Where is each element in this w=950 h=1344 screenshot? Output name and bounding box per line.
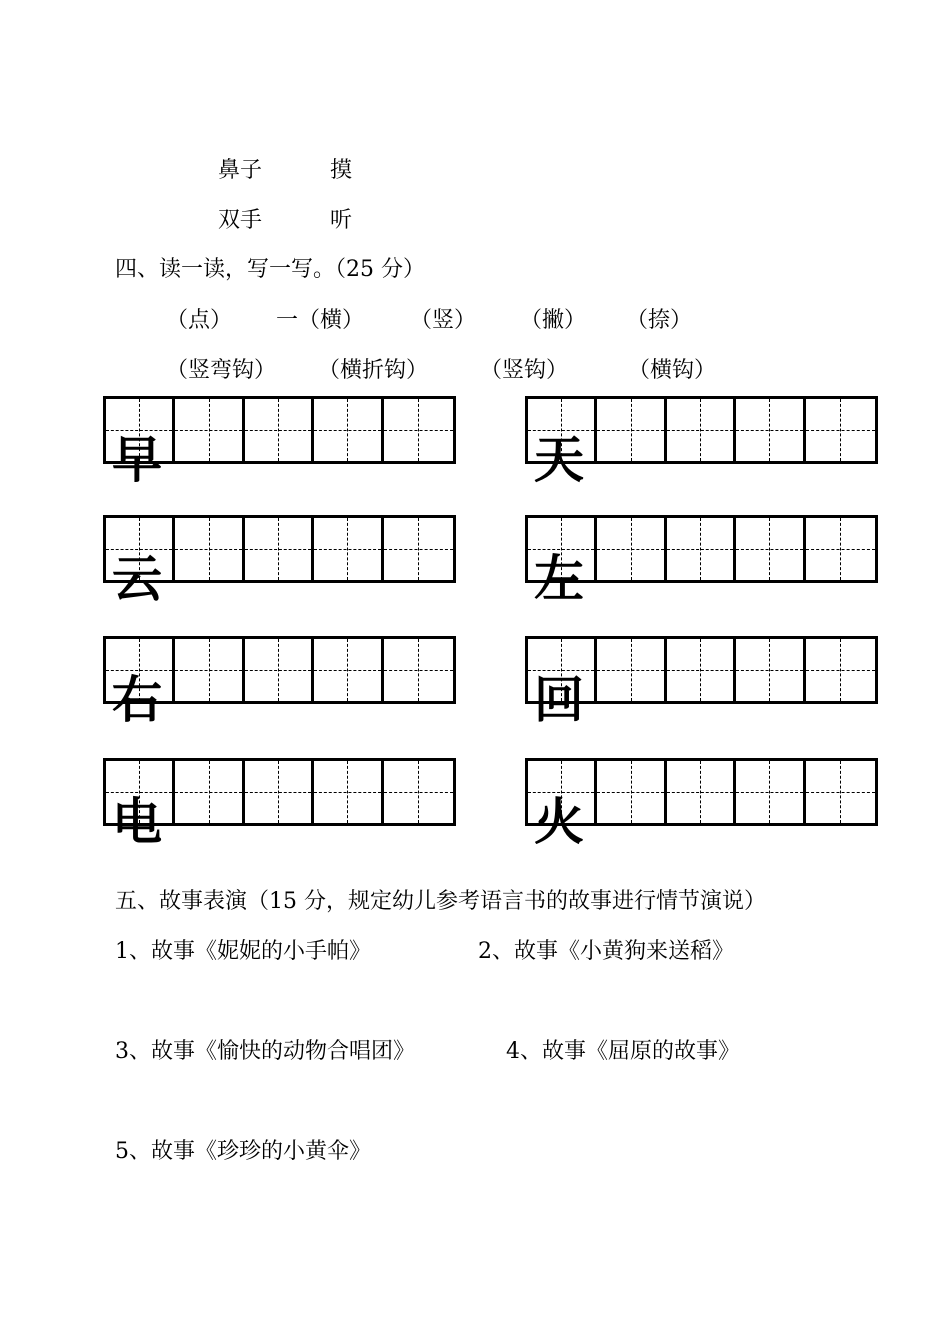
section5-heading: 五、故事表演（15 分，规定幼儿参考语言书的故事进行情节演说） xyxy=(115,889,766,914)
story-item-2: 2、故事《小黄狗来送稻》 xyxy=(478,939,734,964)
writing-row-4 xyxy=(103,636,456,729)
sample-character: 火 xyxy=(534,793,584,851)
grid-cell[interactable] xyxy=(806,639,875,701)
stroke-horizontal-turn-hook: （横折钩） xyxy=(318,358,429,383)
grid-cell[interactable] xyxy=(175,518,244,580)
grid-cell-sample xyxy=(106,639,175,729)
writing-row-5 xyxy=(525,636,878,729)
word-listen: 听 xyxy=(330,208,353,233)
grid-cell[interactable] xyxy=(806,518,875,580)
grid-cell[interactable] xyxy=(245,761,314,823)
grid-cell[interactable] xyxy=(667,639,736,701)
grid-cell[interactable] xyxy=(736,761,805,823)
grid-cell[interactable] xyxy=(314,399,383,461)
stroke-horizontal-hook: （横钩） xyxy=(628,358,717,383)
story-item-1: 1、故事《妮妮的小手帕》 xyxy=(115,939,371,964)
grid-cell[interactable] xyxy=(175,761,244,823)
grid-cell[interactable] xyxy=(597,761,666,823)
grid-cell[interactable] xyxy=(384,399,453,461)
sample-character: 天 xyxy=(534,431,584,489)
sample-character: 云 xyxy=(112,550,162,608)
grid-cell-sample xyxy=(106,399,175,489)
story-item-5: 5、故事《珍珍的小黄伞》 xyxy=(115,1139,371,1164)
grid-cell[interactable] xyxy=(667,518,736,580)
grid-cell[interactable] xyxy=(245,399,314,461)
section4-heading: 四、读一读，写一写。（25 分） xyxy=(115,257,425,282)
stroke-horizontal: 一（横） xyxy=(276,308,365,333)
sample-character: 电 xyxy=(112,793,162,851)
stroke-left-falling: （撇） xyxy=(520,308,587,333)
writing-row-7 xyxy=(525,758,878,851)
grid-cell[interactable] xyxy=(314,639,383,701)
grid-cell[interactable] xyxy=(245,518,314,580)
grid-cell[interactable] xyxy=(175,639,244,701)
grid-cell[interactable] xyxy=(806,399,875,461)
sample-character: 早 xyxy=(112,431,162,489)
grid-cell-sample xyxy=(528,639,597,729)
grid-cell-sample xyxy=(106,518,175,608)
stroke-vertical: （竖） xyxy=(410,308,477,333)
story-item-4: 4、故事《屈原的故事》 xyxy=(506,1039,740,1064)
writing-row-1 xyxy=(525,396,878,489)
stroke-vertical-bend-hook: （竖弯钩） xyxy=(166,358,277,383)
grid-cell[interactable] xyxy=(384,518,453,580)
writing-row-6 xyxy=(103,758,456,851)
stroke-dot: （点） xyxy=(166,308,233,333)
grid-cell[interactable] xyxy=(806,761,875,823)
grid-cell[interactable] xyxy=(245,639,314,701)
grid-cell[interactable] xyxy=(384,639,453,701)
story-item-3: 3、故事《愉快的动物合唱团》 xyxy=(115,1039,415,1064)
sample-character: 回 xyxy=(534,671,584,729)
grid-cell[interactable] xyxy=(314,761,383,823)
grid-cell-sample xyxy=(528,399,597,489)
grid-cell[interactable] xyxy=(175,399,244,461)
grid-cell[interactable] xyxy=(667,399,736,461)
word-nose: 鼻子 xyxy=(218,158,263,183)
grid-cell[interactable] xyxy=(597,518,666,580)
grid-cell[interactable] xyxy=(597,399,666,461)
writing-row-3 xyxy=(525,515,878,608)
grid-cell[interactable] xyxy=(384,761,453,823)
word-touch: 摸 xyxy=(330,158,353,183)
grid-cell[interactable] xyxy=(667,761,736,823)
grid-cell-sample xyxy=(528,761,597,851)
writing-row-0 xyxy=(103,396,456,489)
stroke-right-falling: （捺） xyxy=(626,308,693,333)
grid-cell[interactable] xyxy=(736,639,805,701)
sample-character: 右 xyxy=(112,671,162,729)
grid-cell[interactable] xyxy=(736,518,805,580)
grid-cell[interactable] xyxy=(314,518,383,580)
grid-cell[interactable] xyxy=(597,639,666,701)
word-hands: 双手 xyxy=(218,208,263,233)
stroke-vertical-hook: （竖钩） xyxy=(480,358,569,383)
grid-cell[interactable] xyxy=(736,399,805,461)
grid-cell-sample xyxy=(528,518,597,608)
sample-character: 左 xyxy=(534,550,584,608)
grid-cell-sample xyxy=(106,761,175,851)
writing-row-2 xyxy=(103,515,456,608)
